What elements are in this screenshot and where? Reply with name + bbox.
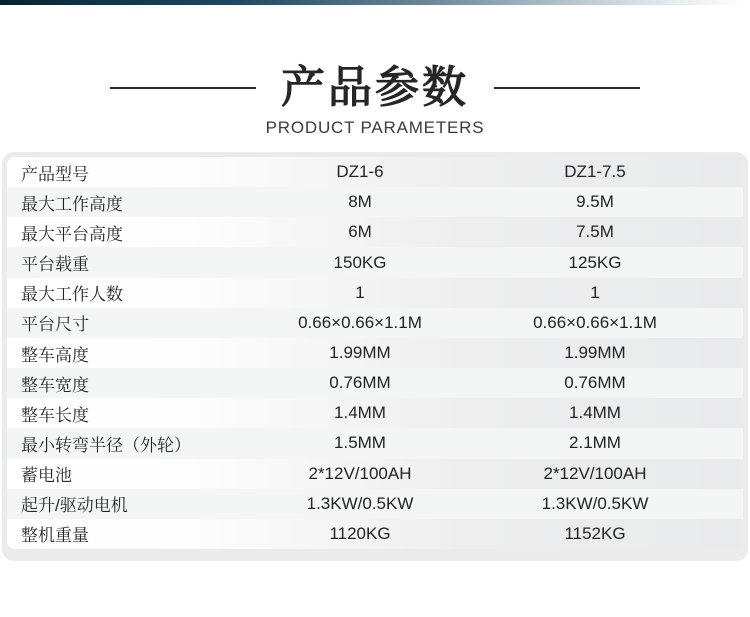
param-label: 平台尺寸 xyxy=(21,315,89,335)
table-row xyxy=(7,247,743,277)
param-value-col2: 0.76MM xyxy=(564,373,626,393)
param-value-col1: 1.99MM xyxy=(329,343,391,363)
param-value-col2: 1 xyxy=(590,282,600,302)
param-value-col1: 150KG xyxy=(333,252,387,272)
param-label: 整车长度 xyxy=(21,405,89,425)
page-subtitle: PRODUCT PARAMETERS xyxy=(265,117,485,137)
param-value-col2: 1.99MM xyxy=(564,343,626,363)
param-value-col1: 1120KG xyxy=(329,523,391,543)
param-value-col2: 9.5M xyxy=(576,192,614,212)
table-row xyxy=(7,519,743,549)
param-value-col1: 1 xyxy=(355,282,365,302)
param-label: 整车高度 xyxy=(21,345,89,365)
table-row xyxy=(7,278,743,308)
param-value-col1: DZ1-6 xyxy=(336,162,384,182)
table-row xyxy=(7,459,743,489)
param-label: 起升/驱动电机 xyxy=(21,496,128,516)
param-value-col1: 0.76MM xyxy=(329,373,391,393)
param-value-col2: 125KG xyxy=(568,252,622,272)
table-row xyxy=(7,398,743,428)
param-label: 最大工作人数 xyxy=(21,285,123,305)
parameters-table xyxy=(7,157,743,549)
table-row xyxy=(7,428,743,458)
title-right-line xyxy=(494,87,640,89)
param-value-col2: 2.1MM xyxy=(569,433,621,453)
param-label: 整车宽度 xyxy=(21,375,89,395)
param-value-col2: 1152KG xyxy=(564,523,626,543)
param-value-col2: 2*12V/100AH xyxy=(543,463,647,483)
param-value-col2: DZ1-7.5 xyxy=(564,162,626,182)
top-accent-bar xyxy=(0,0,750,5)
param-value-col1: 1.4MM xyxy=(334,403,386,423)
table-row xyxy=(7,338,743,368)
table-row xyxy=(7,489,743,519)
param-value-col1: 2*12V/100AH xyxy=(308,463,412,483)
param-value-col2: 1.3KW/0.5KW xyxy=(541,493,649,513)
section-header xyxy=(0,63,750,138)
param-label: 最小转弯半径（外轮） xyxy=(21,435,191,455)
param-label: 整机重量 xyxy=(21,526,89,546)
param-label: 蓄电池 xyxy=(21,466,72,486)
page-title: 产品参数 xyxy=(281,63,469,112)
param-label: 平台载重 xyxy=(21,255,89,275)
param-value-col1: 1.5MM xyxy=(334,433,386,453)
param-value-col2: 0.66×0.66×1.1M xyxy=(533,312,657,332)
param-label: 最大工作高度 xyxy=(21,194,123,214)
table-row xyxy=(7,187,743,217)
param-value-col1: 1.3KW/0.5KW xyxy=(306,493,414,513)
table-row xyxy=(7,217,743,247)
param-label: 产品型号 xyxy=(21,164,89,184)
param-value-col1: 6M xyxy=(348,222,372,242)
table-header-row xyxy=(7,157,743,187)
parameters-card xyxy=(2,152,748,561)
param-value-col2: 7.5M xyxy=(576,222,614,242)
title-left-line xyxy=(110,87,256,89)
table-row xyxy=(7,368,743,398)
param-value-col1: 0.66×0.66×1.1M xyxy=(298,312,422,332)
param-label: 最大平台高度 xyxy=(21,224,123,244)
param-value-col1: 8M xyxy=(348,192,372,212)
table-row xyxy=(7,308,743,338)
param-value-col2: 1.4MM xyxy=(569,403,621,423)
